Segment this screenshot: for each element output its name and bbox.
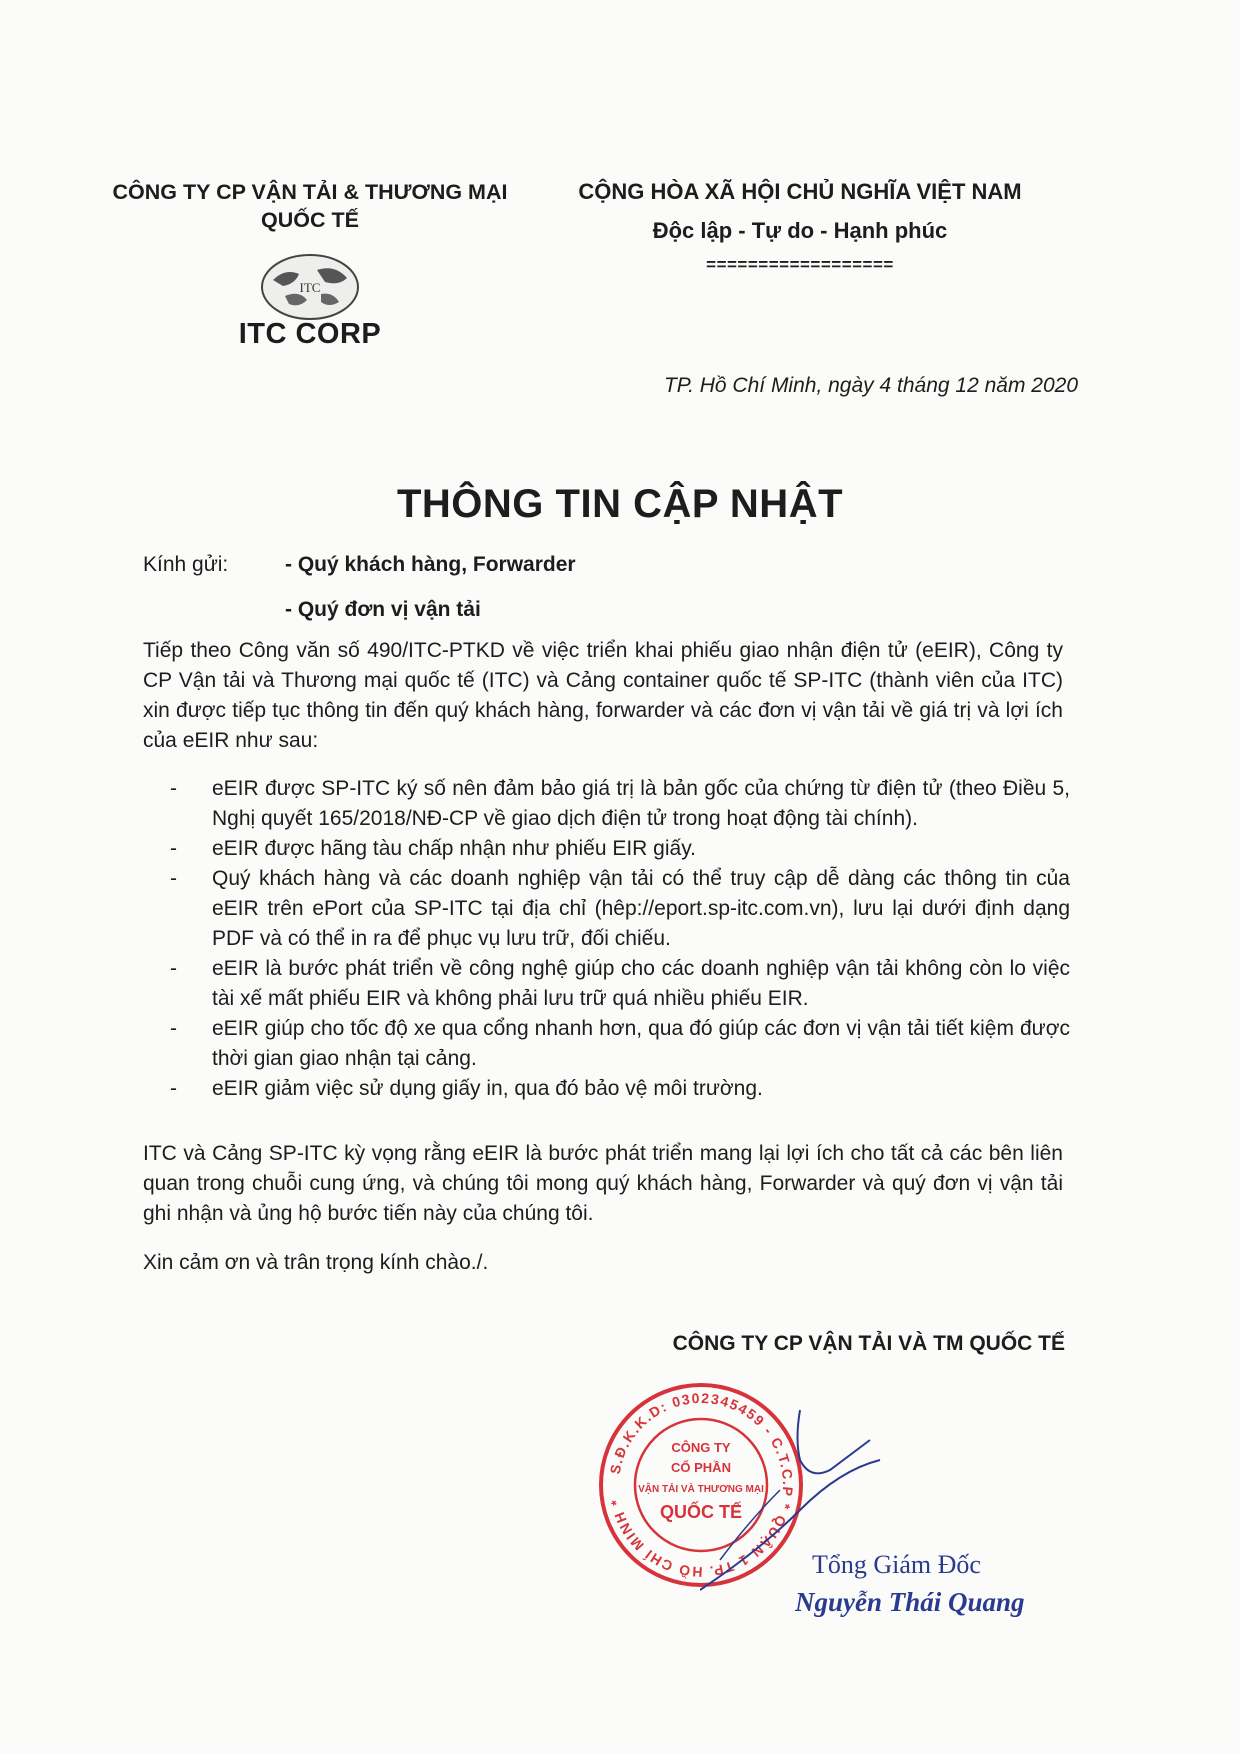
logo-text: ITC CORP <box>238 318 382 350</box>
recipient-label: Kính gửi: <box>143 553 229 576</box>
stamp-line: VẬN TẢI VÀ THƯƠNG MẠI <box>638 1484 764 1495</box>
stamp-outer-text: S.Đ.K.K.D: 0302345459 - C.T.C.P * QUẬN 1 TP. HỒ CHÍ MINH * <box>606 1389 797 1581</box>
signatory-name: Nguyễn Thái Quang <box>795 1587 1025 1617</box>
closing-salutation: Xin cảm ơn và trân trọng kính chào./. <box>143 1251 489 1274</box>
list-item-text: eEIR giảm việc sử dụng giấy in, qua đó bảo vệ môi trường. <box>212 1077 763 1100</box>
list-item-text: eEIR được SP-ITC ký số nên đảm bảo giá trị là bản gốc của chứng từ điện tử (theo Điều 5, Nghị quyết 165/2018/NĐ-CP về giao dịch điện tử trong hoạt động tài chính). <box>212 777 1070 830</box>
list-item-text: eEIR là bước phát triển về công nghệ giúp cho các doanh nghiệp vận tải không còn lo việc tài xế mất phiếu EIR và không phải lưu trữ quá nhiều phiếu EIR. <box>212 957 1070 1010</box>
list-item <box>170 1074 1070 1104</box>
list-item <box>170 774 1070 834</box>
signatory-title: Tổng Giám Đốc <box>812 1550 981 1579</box>
bullet-dash: - <box>170 867 177 890</box>
benefits-list <box>170 774 1070 1104</box>
list-item-text: Quý khách hàng và các doanh nghiệp vận tải có thể truy cập dễ dàng các thông tin của eEIR trên ePort của SP-ITC tại địa chỉ (hêp://eport.sp-itc.com.vn), lưu lại dưới định dạng PDF và có thể in ra để phục vụ lưu trữ, đối chiếu. <box>212 867 1070 950</box>
list-item <box>170 834 1070 864</box>
dateline: TP. Hồ Chí Minh, ngày 4 tháng 12 năm 2020 <box>663 374 1078 397</box>
list-item <box>170 1014 1070 1074</box>
national-motto: Độc lập - Tự do - Hạnh phúc <box>652 218 948 243</box>
bullet-dash: - <box>170 1077 177 1100</box>
stamp-line: CỔ PHẦN <box>671 1460 731 1475</box>
bullet-dash: - <box>170 957 177 980</box>
company-name: CÔNG TY CP VẬN TẢI & THƯƠNG MẠI QUỐC TẾ <box>112 180 508 232</box>
recipient-item: - Quý đơn vị vận tải <box>285 598 481 621</box>
closing-paragraph: ITC và Cảng SP-ITC kỳ vọng rằng eEIR là bước phát triển mang lại lợi ích cho tất cả các bên liên quan trong chuỗi cung ứng, và chúng tôi mong quý khách hàng, Forwarder và quý đơn vị vận tải ghi nhận và ủng hộ bước tiến này của chúng tôi. <box>143 1142 1063 1225</box>
recipient-item: - Quý khách hàng, Forwarder <box>285 553 576 576</box>
list-item <box>170 864 1070 954</box>
stamp-line: QUỐC TẾ <box>659 1502 743 1522</box>
itc-logo-emblem <box>255 250 365 325</box>
list-item-text: eEIR được hãng tàu chấp nhận như phiếu EIR giấy. <box>212 837 696 860</box>
bullet-dash: - <box>170 1017 177 1040</box>
bullet-dash: - <box>170 777 177 800</box>
nation-heading: CỘNG HÒA XÃ HỘI CHỦ NGHĨA VIỆT NAM <box>578 179 1022 204</box>
list-item <box>170 954 1070 1014</box>
header-divider: ================== <box>706 255 894 274</box>
stamp-line: CÔNG TY <box>671 1440 731 1455</box>
bullet-dash: - <box>170 837 177 860</box>
list-item-text: eEIR giúp cho tốc độ xe qua cổng nhanh hơn, qua đó giúp các đơn vị vận tải tiết kiệm được thời gian giao nhận tại cảng. <box>212 1017 1070 1070</box>
logo-emblem-text: ITC <box>299 280 321 295</box>
document-title: THÔNG TIN CẬP NHẬT <box>396 482 844 526</box>
signatory-company: CÔNG TY CP VẬN TẢI VÀ TM QUỐC TẾ <box>672 1332 1065 1355</box>
intro-paragraph: Tiếp theo Công văn số 490/ITC-PTKD về việc triển khai phiếu giao nhận điện tử (eEIR), Công ty CP Vận tải và Thương mại quốc tế (ITC) và Cảng container quốc tế SP-ITC (thành viên của ITC) xin được tiếp tục thông tin đến quý khách hàng, forwarder và các đơn vị vận tải về giá trị và lợi ích của eEIR như sau: <box>143 639 1063 752</box>
